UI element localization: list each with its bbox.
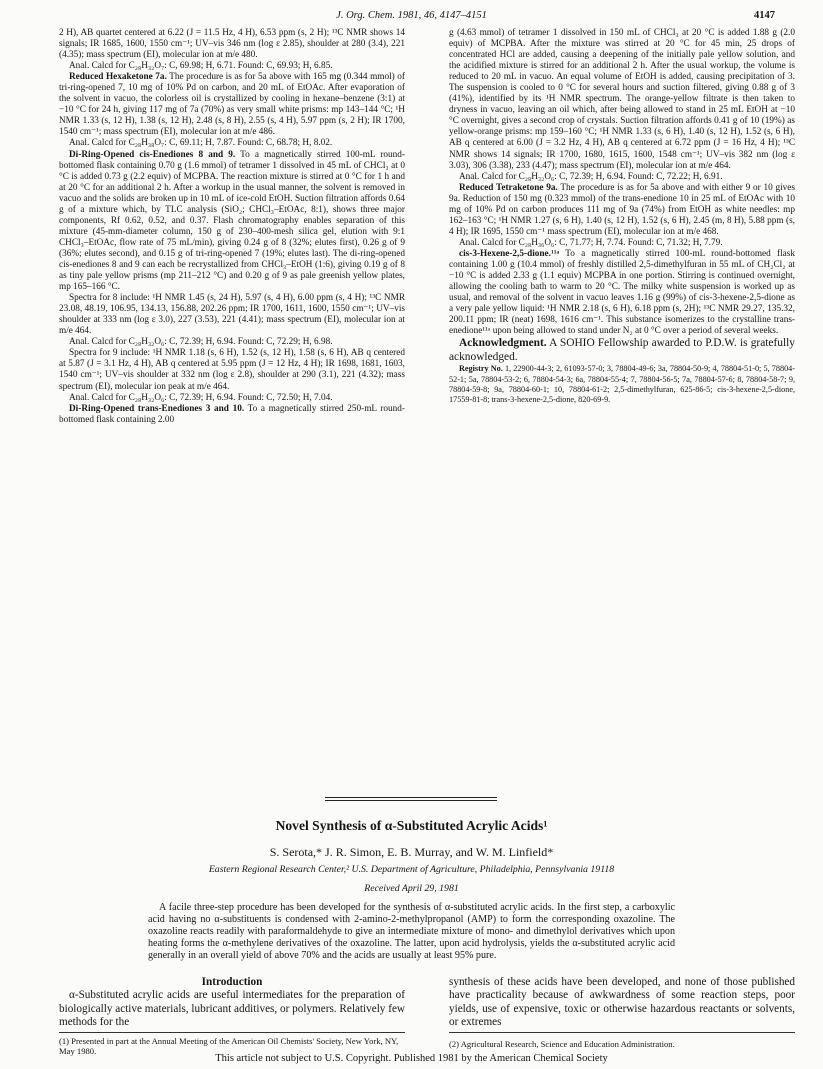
abstract: A facile three-step procedure has been developed for the synthesis of α-substituted acrylic acids. In the first step, a carboxylic acid having no α-substituents is condensed with 2-amino-2-methylpropanol (AMP) to form the corresponding oxazoline. The oxazoline reacts readily with paraformaldehyde to give an intermediate mixture of mono- and dimethylol derivatives which upon heating forms the α-methylene derivatives of the oxazoline. The latter, upon acid hydrolysis, yields the α-substituted acrylic acid generally in an overall yield of above 70% and the acids are usually at least 95% pure.: [148, 902, 675, 961]
section-subheading: Di-Ring-Opened cis-Enediones 8 and 9.: [69, 149, 236, 160]
acknowledgment-text: A SOHIO Fellowship awarded to P.D.W. is gratefully acknowledged.: [449, 337, 795, 363]
analysis-paragraph: Anal. Calcd for C₂₈H₃₂O₆: C, 72.39; H, 6.94. Found: C, 72.29; H, 6.98.: [69, 337, 333, 348]
paragraph: [59, 150, 405, 294]
paragraph: [449, 183, 795, 238]
paragraph: 2 H), AB quartet centered at 6.22 (J = 11.5 Hz, 4 H), 6.53 ppm (s, 2 H); ¹³C NMR shows 14 signals; IR 1685, 1600, 1550 cm⁻¹; UV–vis 346 nm (log ε 2.85), shoulder at 280 (3.4), 221 (4.35); mass spectrum (EI), molecular ion at m/e 480.: [59, 28, 405, 61]
section-subheading: Di-Ring-Opened trans-Enediones 3 and 10.: [69, 403, 245, 414]
paragraph: Spectra for 8 include: ¹H NMR 1.45 (s, 24 H), 5.97 (s, 4 H), 6.00 ppm (s, 4 H); ¹³C NMR 23.08, 48.19, 106.95, 134.13, 156.88, 202.26 ppm; IR 1700, 1611, 1600, 1550 cm⁻¹; UV–vis shoulder at 333 nm (log ε 3.0), 227 (3.53), 221 (4.41); mass spectrum (EI), molecular ion at m/e 464.: [59, 293, 405, 337]
analysis-paragraph: Anal. Calcd for C₂₈H₃₂O₇: C, 69.98; H, 6.71. Found: C, 69.93; H, 6.85.: [69, 61, 333, 72]
analysis-paragraph: Anal. Calcd for C₂₈H₃₂O₆: C, 72.39; H, 6.94. Found: C, 72.50; H, 7.04.: [69, 392, 333, 403]
author-affiliation: Eastern Regional Research Center,² U.S. Department of Agriculture, Philadelphia, Pennsylvania 19118: [208, 864, 615, 875]
article-separator-rule: [325, 797, 497, 798]
registry-heading: Registry No.: [459, 364, 503, 374]
footnote-2: (2) Agricultural Research, Science and Education Administration.: [449, 1039, 675, 1049]
section-subheading: Reduced Hexaketone 7a.: [69, 72, 167, 83]
paragraph-text: To a magnetically stirred 100-mL round-bottomed flask containing 1.00 g (10.4 mmol) of freshly distilled 2,5-dimethylfuran in 55 mL of CH₂Cl₂ at −10 °C is added 2.33 g (1.1 equiv) MCPBA in one portion. Stirring is continued overnight, allowing the cooling bath to warm to 20 °C. The milky white suspension is worked up as usual, and removal of the solvent in vacuo leaves 1.16 g (99%) of cis-3-hexene-2,5-dione as a very pale yellow liquid: ¹H NMR 2.18 (s, 6 H), 6.18 ppm (s, 2H); ¹³C NMR 29.27, 135.32, 200.11 ppm; IR (neat) 1698, 1616 cm⁻¹. This substance isomerizes to the crystalline trans-enedione¹¹ᵃ upon being allowed to stand under N₂ at 0 °C over a period of several weeks.: [449, 248, 795, 337]
acknowledgment: [449, 337, 795, 364]
introduction-text-continued: synthesis of these acids have been developed, and none of those published have practicality because of awkwardness of some reaction steps, poor yields, use of expensive, toxic or otherwise hazardous reactants or solvents, or extremes: [449, 976, 795, 1028]
footnote-rule: [449, 1032, 795, 1033]
registry-numbers: [449, 364, 795, 405]
page-number: 4147: [754, 10, 775, 21]
copyright-notice: This article not subject to U.S. Copyright. Published 1981 by the American Chemical Society: [215, 1053, 608, 1064]
received-date: Received April 29, 1981: [364, 883, 459, 894]
article-authors: S. Serota,* J. R. Simon, E. B. Murray, and W. M. Linfield*: [269, 845, 554, 859]
paragraph: g (4.63 mmol) of tetramer 1 dissolved in 150 mL of CHCl₃ at 20 °C is added 1.88 g (2.0 equiv) of MCPBA. After the mixture was stirred at 20 °C for 45 min, 25 drops of concentrated HCl are added, causing a deepening of the initially pale yellow solution, and the acidified mixture is stirred for an additional 2 h. After the usual workup, the volume is reduced to 20 mL in vacuo. An equal volume of EtOH is added, causing precipitation of 3. The suspension is cooled to 0 °C for several hours and suction filtered, giving 0.88 g of 3 (41%), identified by its ¹H NMR spectrum. The orange-yellow filtrate is then taken to dryness in vacuo, leaving an oil which, after being allowed to stand in 25 mL EtOH at −10 °C overnight, gives a second crop of crystals. Suction filtration affords 0.41 g of 10 (19%) as yellow-orange prisms: mp 159–160 °C; ¹H NMR 1.33 (s, 6 H), 1.40 (s, 12 H), 1.52 (s, 6 H), AB q centered at 6.00 (J = 3.2 Hz, 4 H), AB q centered at 6.72 ppm (J = 16 Hz, 4 H); ¹³C NMR shows 14 signals; IR 1700, 1680, 1615, 1600, 1548 cm⁻¹; UV–vis 382 nm (log ε 3.03), 306 (3.38), 233 (4.47); mass spectrum (EI), molecular ion at m/e 464.: [449, 28, 795, 171]
paragraph-text: To a magnetically stirred 250-mL round-bottomed flask containing 2.00: [59, 403, 405, 425]
running-header: [0, 10, 823, 26]
section-subheading: cis-3-Hexene-2,5-dione.¹¹ᵃ: [459, 248, 560, 259]
paragraph-text: To a magnetically stirred 100-mL round-bottomed flask containing 0.70 g (1.6 mmol) of tetramer 1 dissolved in 45 mL of CHCl₃ at 0 °C is added 0.73 g (2.2 equiv) of MCPBA. The reaction mixture is stirred at 0 °C for 1 h and at 20 °C for an additional 2 h. After a workup in the usual manner, the solvent is removed in vacuo and the solids are broken up in 10 mL of ice-cold EtOH. Suction filtration affords 0.64 g of a mixture which, by TLC analysis (SiO₂; CHCl₃–EtOAc, 8:1), shows three major components, Rf 0.62, 0.52, and 0.37. Flash chromatography enables separation of this mixture (45-mm-diameter column, 150 g of 230–400-mesh silica gel, elution with 9:1 CHCl₃–EtOAc, flow rate of 75 mL/min), giving 0.24 g of 8 (32%; elutes first), 0.26 g of 9 (36%; elutes second), and 0.15 g of tri-ring-opened 7 (19%; elutes last). The di-ring-opened cis-enediones 8 and 9 can each be recrystallized from CHCl₃–EtOH (1:6), giving 0.19 g of 8 as tiny pale yellow prisms (mp 211–212 °C) and 0.20 g of 9 as pale greenish yellow plates, mp 165–166 °C.: [59, 149, 405, 293]
section-subheading: Reduced Tetraketone 9a.: [459, 182, 558, 193]
introduction-right: [449, 976, 795, 1029]
left-column: [59, 28, 405, 426]
footnote-rule: [59, 1032, 405, 1033]
analysis-paragraph: Anal. Calcd for C₂₈H₃₈O₇: C, 69.11; H, 7.87. Found: C, 68.78; H, 8.02.: [69, 138, 333, 149]
paragraph: Spectra for 9 include: ¹H NMR 1.18 (s, 6 H), 1.52 (s, 12 H), 1.58 (s, 6 H), AB q centered at 5.87 (J = 3.1 Hz, 4 H), AB q centered at 5.95 ppm (J = 12 Hz, 4 H); IR 1698, 1681, 1603, 1540 cm⁻¹; UV–vis shoulder at 332 nm (log ε 2.8), shoulder at 290 (3.1), 221 (4.32); mass spectrum (EI), molecular ion peak at m/e 464.: [59, 348, 405, 392]
acknowledgment-heading: Acknowledgment.: [459, 337, 547, 350]
paragraph: [449, 249, 795, 337]
article-title: Novel Synthesis of α-Substituted Acrylic Acids¹: [275, 818, 548, 833]
introduction-text: α-Substituted acrylic acids are useful intermediates for the preparation of biologically active materials, lubricant additives, or polymers. Relatively few methods for the: [59, 989, 405, 1028]
registry-text: 1, 22900-44-3; 2, 61093-57-0; 3, 78804-49-6; 3a, 78804-50-9; 4, 78804-51-0; 5, 78804-52-1; 5a, 78804-53-2; 6, 78804-54-3; 6a, 78804-55-4; 7, 78804-56-5; 7a, 78804-57-6; 8, 78804-58-7; 9, 78804-59-8; 9a, 78804-60-1; 10, 78804-61-2; 2,5-dimethylfuran, 625-86-5; cis-3-hexene-2,5-dione, 17559-81-8; trans-3-hexene-2,5-dione, 820-69-9.: [449, 364, 796, 404]
paragraph: [59, 72, 405, 138]
article-separator-rule: [325, 800, 497, 801]
analysis-paragraph: Anal. Calcd for C₂₈H₃₂O₆: C, 72.39; H, 6.94. Found: C, 72.22; H, 6.91.: [459, 171, 723, 182]
paragraph-text: The procedure is as for 5a above with 165 mg (0.344 mmol) of tri-ring-opened 7, 10 mg of 10% Pd on carbon, and 20 mL of EtOAc. After evaporation of the solvent in vacuo, the colorless oil is crystallized by cooling in hexane–benzene (3:1) at −10 °C for 24 h, giving 117 mg of 7a (70%) as very small white prisms: mp 143–144 °C; ¹H NMR 1.33 (s, 12 H), 1.38 (s, 12 H), 2.48 (s, 8 H), 2.55 (s, 4 H), 5.97 ppm (s, 2 H); IR 1700, 1540 cm⁻¹; mass spectrum (EI), molecular ion at m/e 486.: [59, 72, 405, 138]
introduction-left: [59, 976, 405, 1029]
introduction-heading: Introduction: [201, 976, 263, 988]
running-head-citation: J. Org. Chem. 1981, 46, 4147–4151: [336, 10, 487, 21]
analysis-paragraph: Anal. Calcd for C₂₈H₃₆O₆: C, 71.77; H, 7.74. Found: C, 71.32; H, 7.79.: [459, 237, 723, 248]
right-column: [449, 28, 795, 405]
paragraph: [59, 404, 405, 426]
paragraph-text: The procedure is as for 5a above and with either 9 or 10 gives 9a. Reduction of 150 mg (0.323 mmol) of the trans-enedione 10 in 25 mL of EtOAc with 10 mg of 10% Pd on carbon produces 111 mg of 9a (74%) from EtOH as white needles: mp 162–163 °C; ¹H NMR 1.27 (s, 6 H), 1.40 (s, 12 H), 1.52 (s, 6 H), 2.45 (m, 8 H), 5.88 ppm (s, 4 H); IR 1695, 1550 cm⁻¹ mass spectrum (EI), molecular ion at m/e 468.: [449, 182, 795, 237]
footnote-1: (1) Presented in part at the Annual Meeting of the American Oil Chemists' Society, New York, NY, May 1980.: [59, 1036, 399, 1056]
